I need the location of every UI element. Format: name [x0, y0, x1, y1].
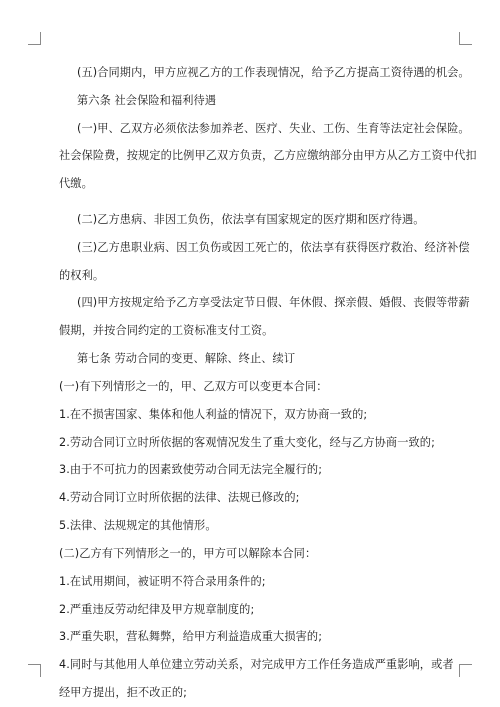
- clause-5-5: (五)合同期内，甲方应视乙方的工作表现情况，给予乙方提高工资待遇的机会。: [77, 66, 470, 79]
- clause-7-2-item-3: 3.严重失职，营私舞弊，给甲方利益造成重大损害的;: [59, 630, 323, 643]
- clause-6-1-line-2: 社会保险费，按规定的比例甲乙双方负责，乙方应缴纳部分由甲方从乙方工资中代扣: [59, 149, 477, 162]
- clause-6-1-line-1: (一)甲、乙双方必须依法参加养老、医疗、失业、工伤、生育等法定社会保险。: [77, 122, 470, 135]
- clause-7-2-item-4-line-1: 4.同时与其他用人单位建立劳动关系，对完成甲方工作任务造成严重影响，或者: [59, 658, 454, 671]
- clause-7-1-item-4: 4.劳动合同订立时所依据的法律、法规已修改的;: [59, 491, 300, 504]
- clause-7-1-item-2: 2.劳动合同订立时所依据的客观情况发生了重大变化，经与乙方协商一致的;: [59, 436, 435, 449]
- clause-7-1-item-5: 5.法律、法规规定的其他情形。: [59, 519, 217, 532]
- clause-6-1-line-3: 代缴。: [59, 177, 93, 190]
- article-6-heading: 第六条 社会保险和福利待遇: [77, 94, 217, 107]
- article-7-heading: 第七条 劳动合同的变更、解除、终止、续订: [77, 352, 296, 365]
- clause-6-3-line-1: (三)乙方患职业病、因工负伤或因工死亡的，依法享有获得医疗救治、经济补偿: [77, 241, 470, 254]
- clause-7-1-item-1: 1.在不损害国家、集体和他人利益的情况下，双方协商一致的;: [59, 408, 368, 421]
- clause-7-2-item-4-line-2: 经甲方提出，拒不改正的;: [59, 686, 188, 699]
- clause-7-1: (一)有下列情形之一的，甲、乙双方可以变更本合同：: [59, 380, 328, 393]
- clause-7-2-item-1: 1.在试用期间，被证明不符合录用条件的;: [59, 575, 266, 588]
- clause-6-3-line-2: 的权利。: [59, 269, 105, 282]
- clause-7-2-item-2: 2.严重违反劳动纪律及甲方规章制度的;: [59, 603, 255, 616]
- clause-6-4-line-1: (四)甲方按规定给予乙方享受法定节日假、年休假、探亲假、婚假、丧假等带薪: [77, 296, 470, 309]
- clause-7-2: (二)乙方有下列情形之一的，甲方可以解除本合同：: [59, 547, 317, 560]
- clause-6-4-line-2: 假期，并按合同约定的工资标准支付工资。: [59, 324, 274, 337]
- clause-6-2: (二)乙方患病、非因工负伤，依法享有国家规定的医疗期和医疗待遇。: [77, 213, 425, 226]
- clause-7-1-item-3: 3.由于不可抗力的因素致使劳动合同无法完全履行的;: [59, 463, 323, 476]
